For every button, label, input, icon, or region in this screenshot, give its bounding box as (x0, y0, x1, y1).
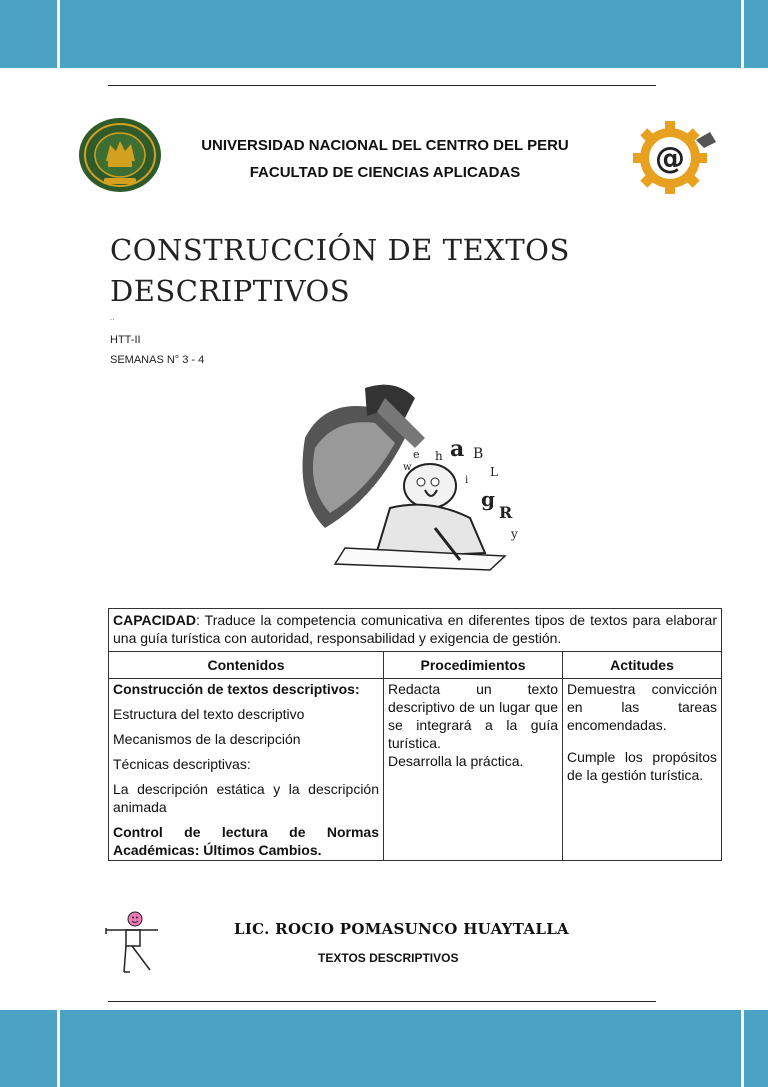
syllabus-table (108, 608, 722, 861)
svg-text:e: e (413, 448, 420, 461)
capacity-label: CAPACIDAD (113, 612, 196, 628)
footer-rule (108, 1001, 656, 1002)
smiley-stick-figure-icon (104, 910, 160, 974)
header-rule (108, 85, 656, 86)
document-title (110, 230, 570, 312)
header-procedimientos: Procedimientos (384, 652, 563, 679)
svg-text:B: B (473, 446, 484, 462)
capacity-text: : Traduce la competencia comunicativa en diferentes tipos de textos para elaborar una guía turística con autoridad, responsabilidad y exigencia de gestión. (113, 612, 717, 646)
university-seal-icon (78, 117, 162, 193)
procedure-item: Desarrolla la práctica. (388, 753, 524, 769)
svg-text:R: R (499, 503, 513, 522)
svg-text:g: g (481, 487, 495, 511)
svg-text:w: w (403, 462, 412, 473)
attitudes-cell (563, 679, 722, 861)
content-item: Técnicas descriptivas: (113, 756, 251, 772)
header-actitudes: Actitudes (563, 652, 722, 679)
top-color-band (0, 0, 768, 68)
title-line-2: DESCRIPTIVOS (110, 274, 351, 308)
content-item: Construcción de textos descriptivos: (113, 681, 360, 697)
svg-text:L: L (490, 465, 498, 479)
writer-with-letters-illustration-icon (285, 378, 545, 578)
author-name: LIC. ROCIO POMASUNCO HUAYTALLA (234, 920, 570, 938)
band-divider-left (57, 0, 60, 1087)
contents-cell (109, 679, 384, 861)
svg-text:a: a (450, 436, 465, 462)
capacity-cell (109, 609, 722, 652)
gear-at-sign-icon (630, 120, 720, 194)
attitude-item: Demuestra convicción en las tareas encomendadas. (567, 681, 717, 733)
weeks-label: SEMANAS N° 3 - 4 (110, 354, 205, 366)
svg-text:y: y (511, 527, 518, 541)
faculty-name: FACULTAD DE CIENCIAS APLICADAS (249, 164, 521, 181)
content-item: Control de lectura de Normas Académicas: Últimos Cambios. (113, 824, 379, 858)
title-line-1: CONSTRUCCIÓN DE TEXTOS (110, 233, 570, 267)
procedures-cell (384, 679, 563, 861)
course-code: HTT-II (110, 334, 141, 346)
content-item: Estructura del texto descriptivo (113, 706, 305, 722)
band-divider-right (741, 0, 744, 1087)
bottom-color-band (0, 1010, 768, 1087)
header-contenidos: Contenidos (109, 652, 384, 679)
procedure-item: Redacta un texto descriptivo de un lugar que se integrará a la guía turística. (388, 681, 558, 751)
subject-label: TEXTOS DESCRIPTIVOS (318, 951, 459, 965)
content-item: La descripción estática y la descripción animada (113, 781, 379, 815)
content-item: Mecanismos de la descripción (113, 731, 301, 747)
title-dots: .. (110, 313, 115, 322)
svg-text:@: @ (655, 141, 685, 176)
svg-text:i: i (465, 475, 469, 486)
attitude-item: Cumple los propósitos de la gestión turística. (567, 749, 717, 783)
university-name: UNIVERSIDAD NACIONAL DEL CENTRO DEL PERU (201, 137, 569, 154)
svg-text:h: h (435, 449, 443, 463)
